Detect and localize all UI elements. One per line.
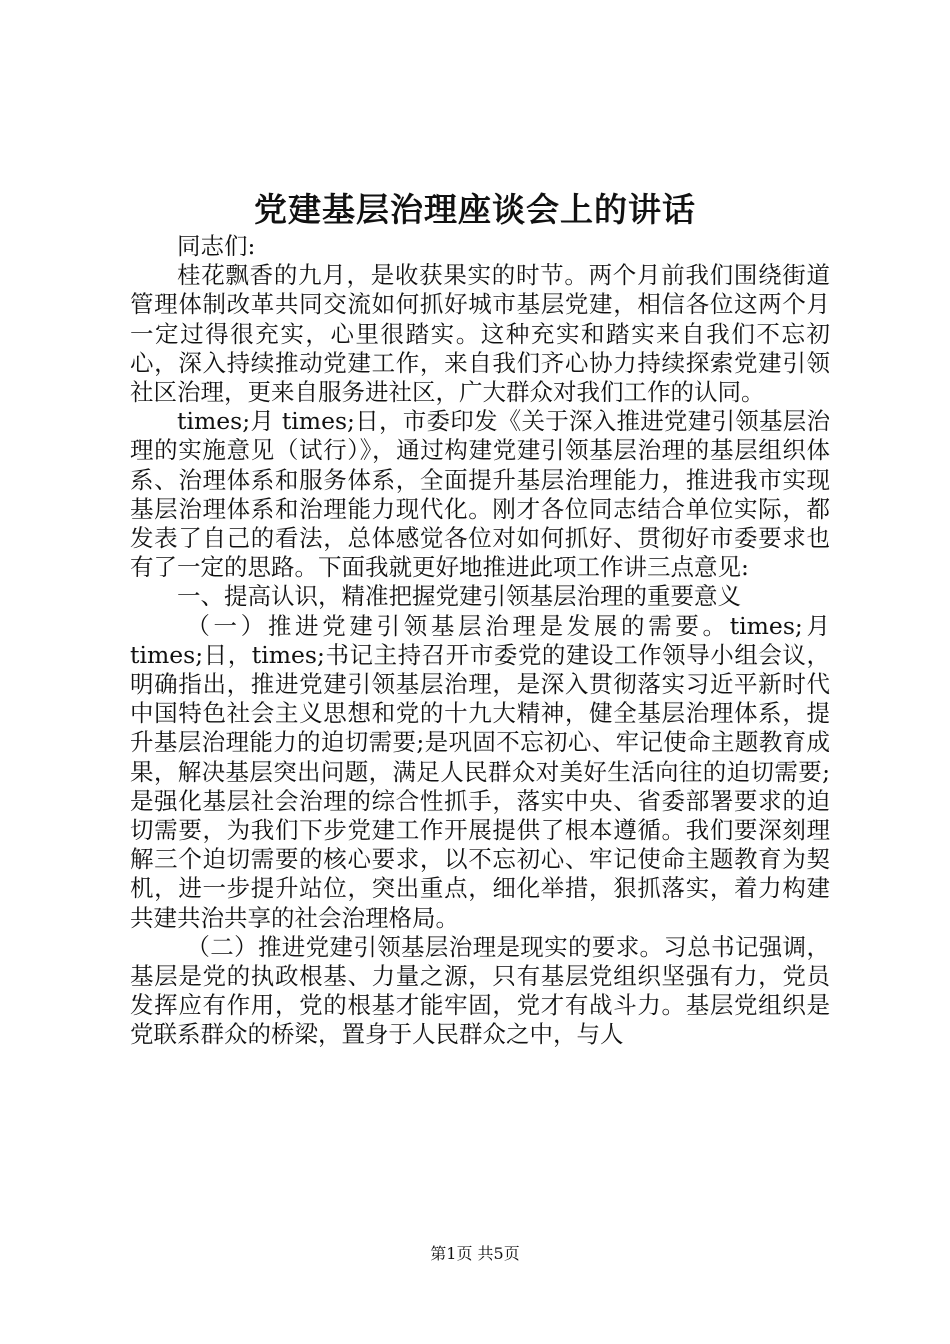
page-number-footer: 第1页 共5页 [430,1244,520,1263]
section-heading: 一、提高认识，精准把握党建引领基层治理的重要意义 [177,582,741,611]
body-paragraph: times;月 times;日，市委印发《关于深入推进党建引领基层治理的实施意见（试行）》，通过构建党建引领基层治理的基层组织体系、治理体系和服务体系，全面提升基层治理能力，推进我市实现基层治理体系和治理能力现代化。刚才各位同志结合单位实际，都发表了自己的看法，总体感觉各位对如何抓好、贯彻好市委要求也有了一定的思路。下面我就更好地推进此项工作讲三点意见: [130,407,830,582]
document-title: 党建基层治理座谈会上的讲话 [254,190,696,229]
subsection-paragraph: （一）推进党建引领基层治理是发展的需要。times;月 times;日，times;书记主持召开市委党的建设工作领导小组会议，明确指出，推进党建引领基层治理，是深入贯彻落实习近平新时代中国特色社会主义思想和党的十九大精神，健全基层治理体系，提升基层治理能力的迫切需要;是巩固不忘初心、牢记使命主题教育成果，解决基层突出问题，满足人民群众对美好生活向往的迫切需要;是强化基层社会治理的综合性抓手，落实中央、省委部署要求的迫切需要，为我们下步党建工作开展提供了根本遵循。我们要深刻理解三个迫切需要的核心要求，以不忘初心、牢记使命主题教育为契机，进一步提升站位，突出重点，细化举措，狠抓落实，着力构建共建共治共享的社会治理格局。 [130,611,830,932]
subsection-paragraph: （二）推进党建引领基层治理是现实的要求。习总书记强调，基层是党的执政根基、力量之源，只有基层党组织坚强有力，党员发挥应有作用，党的根基才能牢固，党才有战斗力。基层党组织是党联系群众的桥梁，置身于人民群众之中，与人 [130,932,830,1049]
body-paragraph: 桂花飘香的九月，是收获果实的时节。两个月前我们围绕街道管理体制改革共同交流如何抓好城市基层党建，相信各位这两个月一定过得很充实，心里很踏实。这种充实和踏实来自我们不忘初心，深入持续推动党建工作，来自我们齐心协力持续探索党建引领社区治理，更来自服务进社区，广大群众对我们工作的认同。 [130,261,830,407]
greeting-paragraph: 同志们: [177,232,256,260]
document-body [130,232,830,1050]
